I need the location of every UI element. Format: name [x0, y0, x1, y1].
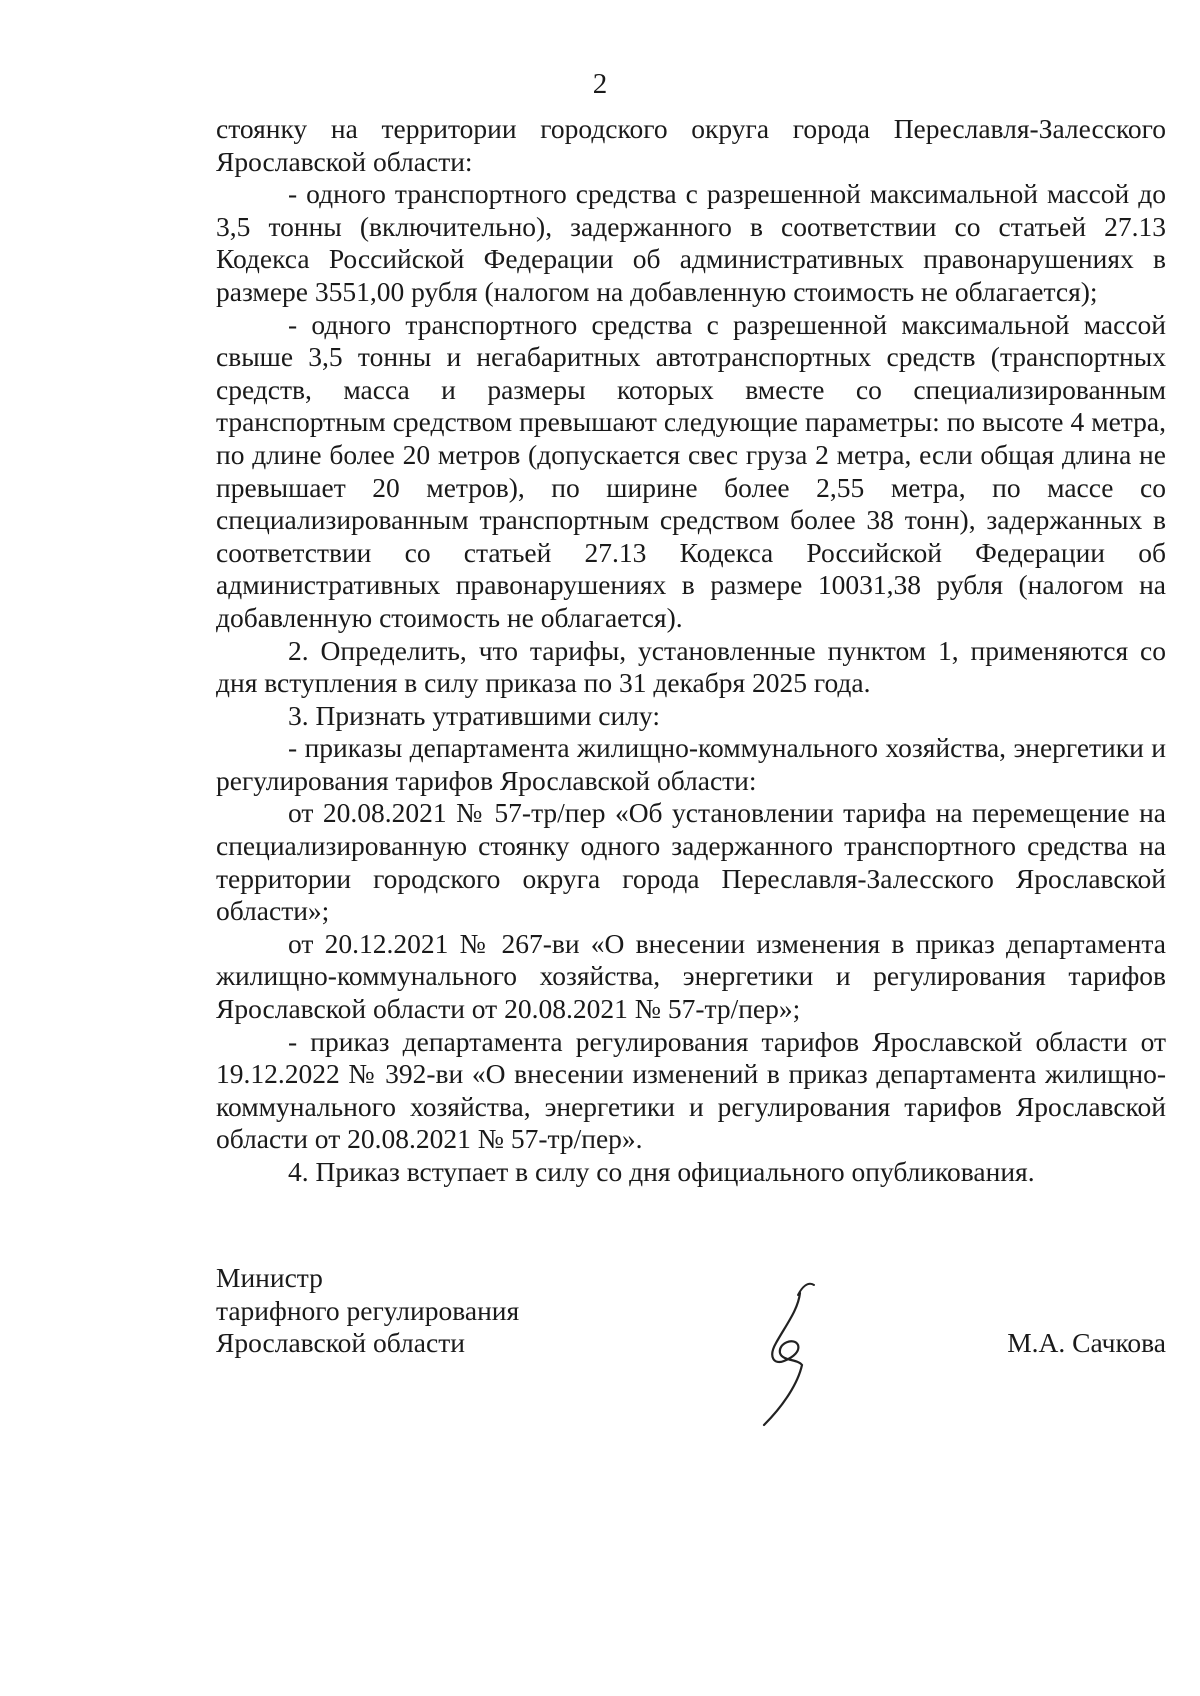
paragraph-tariff-heavy-vehicle: - одного транспортного средства с разрешенной максимальной массой свыше 3,5 тонны и негабаритных автотранспортных средств (транспортных средств, масса и размеры которых вместе со специализированным транспортным средством превышают следующие параметры: по высоте 4 метра, по длине более 20 метров (допускается свес груза 2 метра, если общая длина не превышает 20 метров), по ширине более 2,55 метра, по массе со специализированным транспортным средством более 38 тонн), задержанных в соответствии со статьей 27.13 Кодекса Российской Федерации об административных правонарушениях в размере 10031,38 рубля (налогом на добавленную стоимость не облагается). [216, 308, 1166, 633]
paragraph-item-2: 2. Определить, что тарифы, установленные пунктом 1, применяются со дня вступления в силу приказа по 31 декабря 2025 года. [216, 634, 1166, 699]
signatory-name: М.А. Сачкова [1007, 1327, 1166, 1358]
document-body [216, 113, 1166, 1189]
handwritten-signature [760, 1265, 880, 1435]
paragraph-order-57: от 20.08.2021 № 57-тр/пер «Об установлении тарифа на перемещение на специализированную стоянку одного задержанного транспортного средства на территории городского округа города Переславля-Залесского Ярославской области»; [216, 797, 1166, 927]
paragraph-repealed-orders: - приказы департамента жилищно-коммунального хозяйства, энергетики и регулирования тарифов Ярославской области: [216, 732, 1166, 796]
paragraph-item-3: 3. Признать утратившими силу: [288, 699, 660, 731]
paragraph-item-4: 4. Приказ вступает в силу со дня официального опубликования. [288, 1156, 1035, 1187]
position-line: Ярославской области [216, 1327, 465, 1359]
paragraph-continuation: стоянку на территории городского округа города Переславля-Залесского Ярославской области: [216, 113, 1166, 177]
signatory-position [216, 1262, 519, 1360]
paragraph-order-267: от 20.12.2021 № 267-ви «О внесении изменения в приказ департамента жилищно-коммунального хозяйства, энергетики и регулирования тарифов Ярославской области от 20.08.2021 № 57-тр/пер»; [216, 927, 1166, 1025]
page-number: 2 [592, 68, 608, 100]
position-line: Министр [216, 1262, 323, 1293]
paragraph-order-392: - приказ департамента регулирования тарифов Ярославской области от 19.12.2022 № 392-ви «О внесении изменений в приказ департамента жилищно-коммунального хозяйства, энергетики и регулирования тарифов Ярославской области от 20.08.2021 № 57-тр/пер». [216, 1025, 1166, 1155]
position-line: тарифного регулирования [216, 1294, 520, 1326]
paragraph-tariff-light-vehicle: - одного транспортного средства с разрешенной максимальной массой до 3,5 тонны (включительно), задержанного в соответствии со статьей 27.13 Кодекса Российской Федерации об административных правонарушениях в размере 3551,00 рубля (налогом на добавленную стоимость не облагается); [216, 178, 1166, 307]
